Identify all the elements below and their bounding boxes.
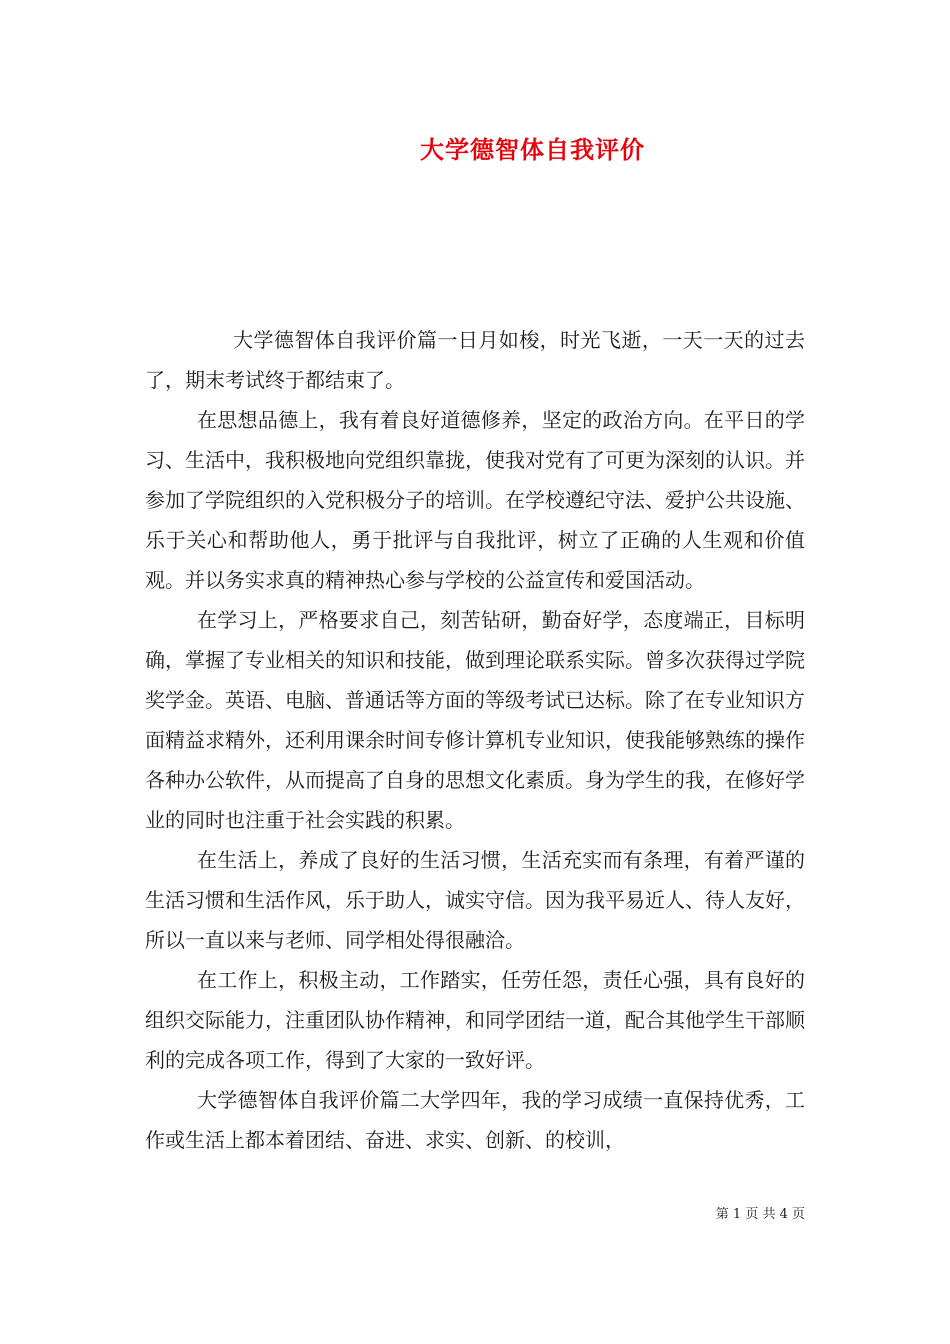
paragraph-4: 在生活上，养成了良好的生活习惯，生活充实而有条理，有着严谨的生活习惯和生活作风，乐于助人，诚实守信。因为我平易近人、待人友好，所以一直以来与老师、同学相处得很融洽。	[145, 848, 805, 952]
paragraph-3: 在学习上，严格要求自己，刻苦钻研，勤奋好学，态度端正，目标明确，掌握了专业相关的知识和技能，做到理论联系实际。曾多次获得过学院奖学金。英语、电脑、普通话等方面的等级考试已达标。除了在专业知识方面精益求精外，还利用课余时间专修计算机专业知识，使我能够熟练的操作各种办公软件，从而提高了自身的思想文化素质。身为学生的我，在修好学业的同时也注重于社会实践的积累。	[145, 608, 805, 832]
document-title: 大学德智体自我评价	[420, 135, 645, 164]
paragraph-2: 在思想品德上，我有着良好道德修养，坚定的政治方向。在平日的学习、生活中，我积极地向党组织靠拢，使我对党有了可更为深刻的认识。并参加了学院组织的入党积极分子的培训。在学校遵纪守法、爱护公共设施、乐于关心和帮助他人，勇于批评与自我批评，树立了正确的人生观和价值观。并以务实求真的精神热心参与学校的公益宣传和爱国活动。	[145, 408, 805, 592]
document-body	[145, 320, 805, 1160]
page-number-footer: 第 1 页 共 4 页	[715, 1207, 805, 1222]
paragraph-5: 在工作上，积极主动，工作踏实，任劳任怨，责任心强，具有良好的组织交际能力，注重团队协作精神，和同学团结一道，配合其他学生干部顺利的完成各项工作，得到了大家的一致好评。	[145, 968, 805, 1072]
paragraph-6: 大学德智体自我评价篇二大学四年，我的学习成绩一直保持优秀，工作或生活上都本着团结、奋进、求实、创新、的校训，	[145, 1088, 805, 1152]
paragraph-1: 大学德智体自我评价篇一日月如梭，时光飞逝，一天一天的过去了，期末考试终于都结束了。	[145, 328, 805, 392]
